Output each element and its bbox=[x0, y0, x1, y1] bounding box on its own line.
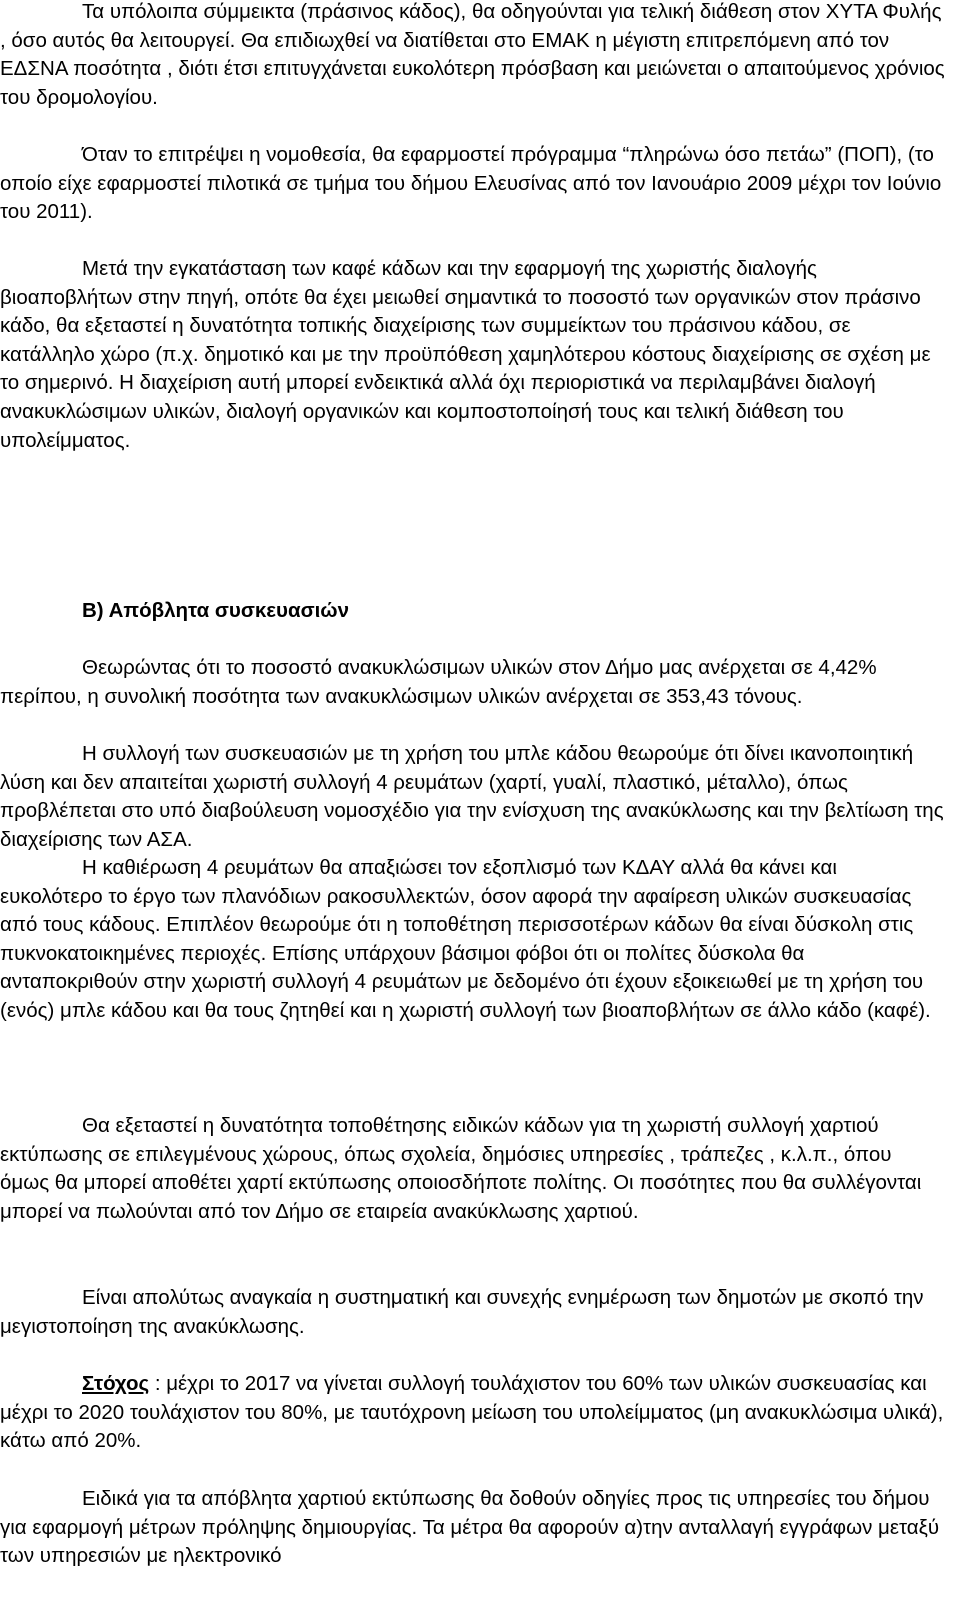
paragraph-text: Θεωρώντας ότι το ποσοστό ανακυκλώσιμων υλικών στον Δήμο μας ανέρχεται σε 4,42% περίπου, η συνολική ποσότητα των ανακυκλώσιμων υλικών ανέρχεται σε 353,43 τόνους. bbox=[0, 656, 877, 708]
paragraph-text: Η συλλογή των συσκευασιών με τη χρήση του μπλε κάδου θεωρούμε ότι δίνει ικανοποιητική λύση και δεν απαιτείται χωριστή συλλογή 4 ρευμάτων (χαρτί, γυαλί, πλαστικό, μέταλλο), όπως προβλέπεται στο υπό διαβούλευση νομοσχέδιο για την ενίσχυση της ανακύκλωσης και την βελτίωση της διαχείρισης των ΑΣΑ. bbox=[0, 742, 944, 851]
paragraph-text: Μετά την εγκατάσταση των καφέ κάδων και την εφαρμογή της χωριστής διαλογής βιοαποβλήτων στην πηγή, οπότε θα έχει μειωθεί σημαντικά το ποσοστό των οργανικών στον πράσινο κάδο, θα εξεταστεί η δυνατότητα τοπικής διαχείρισης των συμμείκτων του πράσινου κάδου, σε κατάλληλο χώρο (π.χ. δημοτικό και με την προϋπόθεση χαμηλότερου κόστους διαχείρισης σε σχέση με το σημερινό. Η διαχείριση αυτή μπορεί ενδεικτικά αλλά όχι περιοριστικά να περιλαμβάνει διαλογή ανακυκλώσιμων υλικών, διαλογή οργανικών και κομποστοποίησή τους και τελική διάθεση του υπολείμματος. bbox=[0, 257, 931, 452]
paragraph-awareness bbox=[0, 1284, 945, 1341]
paragraph-text: Τα υπόλοιπα σύμμεικτα (πράσινος κάδος), θα οδηγούνται για τελική διάθεση στον ΧΥΤΑ Φυλής , όσο αυτός θα λειτουργεί. Θα επιδιωχθεί να διατίθεται στο ΕΜΑΚ η μέγιστη επιτρεπόμενη από τον ΕΔΣΝΑ ποσότητα , διότι έτσι επιτυγχάνεται ευκολότερη πρόσβαση και μειώνεται ο απαιτούμενος χρόνιος του δρομολογίου. bbox=[0, 0, 945, 109]
paragraph-text: Θα εξεταστεί η δυνατότητα τοποθέτησης ειδικών κάδων για τη χωριστή συλλογή χαρτιού εκτύπωσης σε επιλεγμένους χώρους, όπως σχολεία, δημόσιες υπηρεσίες , τράπεζες , κ.λ.π., όπου όμως θα μπορεί αποθέτει χαρτί εκτύπωσης οποιοσδήποτε πολίτης. Οι ποσότητες που θα συλλέγονται μπορεί να πωλούνται από τον Δήμο σε εταιρεία ανακύκλωσης χαρτιού. bbox=[0, 1114, 922, 1223]
paragraph-recyclables-quantity bbox=[0, 654, 945, 711]
paragraph-text: Όταν το επιτρέψει η νομοθεσία, θα εφαρμοστεί πρόγραμμα “πληρώνω όσο πετάω” (ΠΟΠ), (το οποίο είχε εφαρμοστεί πιλοτικά σε τμήμα του δήμου Ελευσίνας από τον Ιανουάριο 2009 μέχρι τον Ιούνιο του 2011). bbox=[0, 143, 942, 224]
paragraph-local-management bbox=[0, 255, 945, 455]
paragraph-residual-waste bbox=[0, 0, 945, 112]
paragraph-text: : μέχρι το 2017 να γίνεται συλλογή τουλάχιστον του 60% των υλικών συσκευασίας και μέχρι το 2020 τουλάχιστον του 80%, με ταυτόχρονη μείωση του υπολείμματος (μη ανακυκλώσιμα υλικά), κάτω από 20%. bbox=[0, 1372, 944, 1453]
target-label: Στόχος bbox=[82, 1372, 150, 1395]
paragraph-target bbox=[0, 1370, 945, 1456]
paragraph-paper-bins bbox=[0, 1112, 945, 1226]
paragraph-text: Ειδικά για τα απόβλητα χαρτιού εκτύπωσης θα δοθούν οδηγίες προς τις υπηρεσίες του δήμου για εφαρμογή μέτρων πρόληψης δημιουργίας. Τα μέτρα θα αφορούν α)την ανταλλαγή εγγράφων μεταξύ των υπηρεσιών με ηλεκτρονικό bbox=[0, 1487, 940, 1568]
paragraph-printing-paper bbox=[0, 1485, 945, 1571]
paragraph-blue-bin bbox=[0, 740, 945, 854]
section-heading: Β) Απόβλητα συσκευασιών bbox=[82, 599, 350, 622]
paragraph-pay-as-you-throw bbox=[0, 141, 945, 227]
paragraph-text: Είναι απολύτως αναγκαία η συστηματική και συνεχής ενημέρωση των δημοτών με σκοπό την μεγιστοποίηση της ανακύκλωσης. bbox=[0, 1286, 924, 1338]
paragraph-text: Η καθιέρωση 4 ρευμάτων θα απαξιώσει τον εξοπλισμό των ΚΔΑΥ αλλά θα κάνει και ευκολότερο το έργο των πλανόδιων ρακοσυλλεκτών, όσον αφορά την αφαίρεση υλικών συσκευασίας από τους κάδους. Επιπλέον θεωρούμε ότι η τοποθέτηση περισσοτέρων κάδων θα είναι δύσκολη στις πυκνοκατοικημένες περιοχές. Επίσης υπάρχουν βάσιμοι φόβοι ότι οι πολίτες δύσκολα θα ανταποκριθούν στην χωριστή συλλογή 4 ρευμάτων με δεδομένο ότι έχουν εξοικειωθεί με τη χρήση του (ενός) μπλε κάδου και θα τους ζητηθεί και η χωριστή συλλογή των βιοαποβλήτων σε άλλο κάδο (καφέ). bbox=[0, 856, 931, 1022]
paragraph-four-streams bbox=[0, 854, 945, 1026]
